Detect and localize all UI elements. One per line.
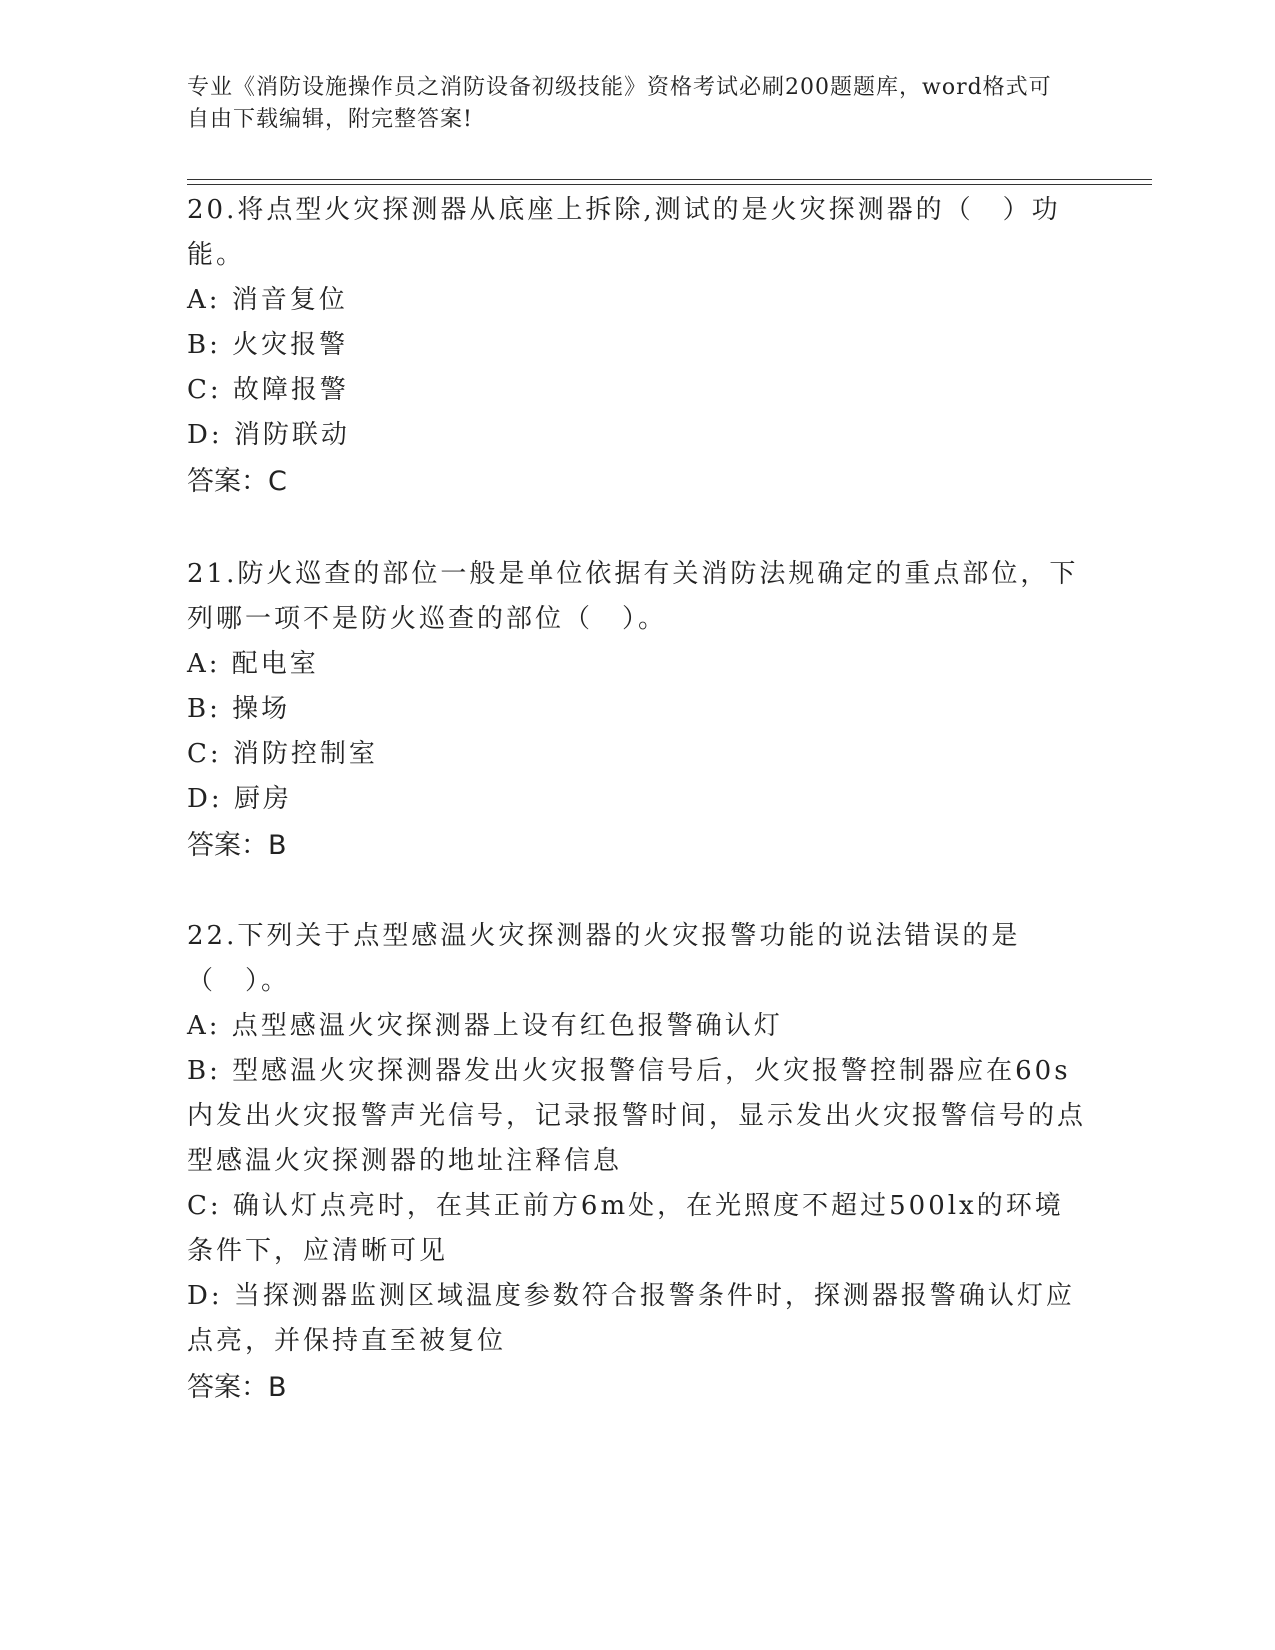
option-c: C: 确认灯点亮时，在其正前方6m处，在光照度不超过500lx的环境条件下，应清晰可见 bbox=[187, 1191, 1064, 1266]
header-divider-top bbox=[187, 179, 1152, 180]
header-divider-bottom bbox=[187, 184, 1152, 185]
option-a: A: 配电室 bbox=[187, 649, 319, 679]
option-b: B: 操场 bbox=[187, 694, 291, 724]
option-d: D: 厨房 bbox=[187, 784, 292, 814]
question-20 bbox=[187, 188, 1087, 504]
option-d: D: 消防联动 bbox=[187, 420, 350, 450]
question-stem: 22.下列关于点型感温火灾探测器的火灾报警功能的说法错误的是（ ）。 bbox=[187, 921, 1021, 996]
option-c: C: 消防控制室 bbox=[187, 739, 378, 769]
answer-line: 答案：C bbox=[187, 466, 287, 497]
option-b: B: 火灾报警 bbox=[187, 330, 349, 360]
question-22 bbox=[187, 914, 1087, 1410]
question-stem: 20.将点型火灾探测器从底座上拆除,测试的是火灾探测器的（ ）功能。 bbox=[187, 195, 1061, 270]
option-a: A: 消音复位 bbox=[187, 285, 348, 315]
option-a: A: 点型感温火灾探测器上设有红色报警确认灯 bbox=[187, 1011, 783, 1041]
question-stem: 21.防火巡查的部位一般是单位依据有关消防法规确定的重点部位，下列哪一项不是防火巡查的部位（ ）。 bbox=[187, 559, 1079, 634]
document-header: 专业《消防设施操作员之消防设备初级技能》资格考试必刷200题题库，word格式可自由下载编辑，附完整答案! bbox=[187, 75, 1052, 132]
answer-line: 答案：B bbox=[187, 830, 287, 861]
answer-line: 答案：B bbox=[187, 1372, 287, 1403]
question-21 bbox=[187, 552, 1087, 868]
option-b: B: 型感温火灾探测器发出火灾报警信号后，火灾报警控制器应在60s内发出火灾报警声光信号，记录报警时间，显示发出火灾报警信号的点型感温火灾探测器的地址注释信息 bbox=[187, 1056, 1087, 1176]
option-c: C: 故障报警 bbox=[187, 375, 349, 405]
option-d: D: 当探测器监测区域温度参数符合报警条件时，探测器报警确认灯应点亮，并保持直至被复位 bbox=[187, 1281, 1075, 1356]
